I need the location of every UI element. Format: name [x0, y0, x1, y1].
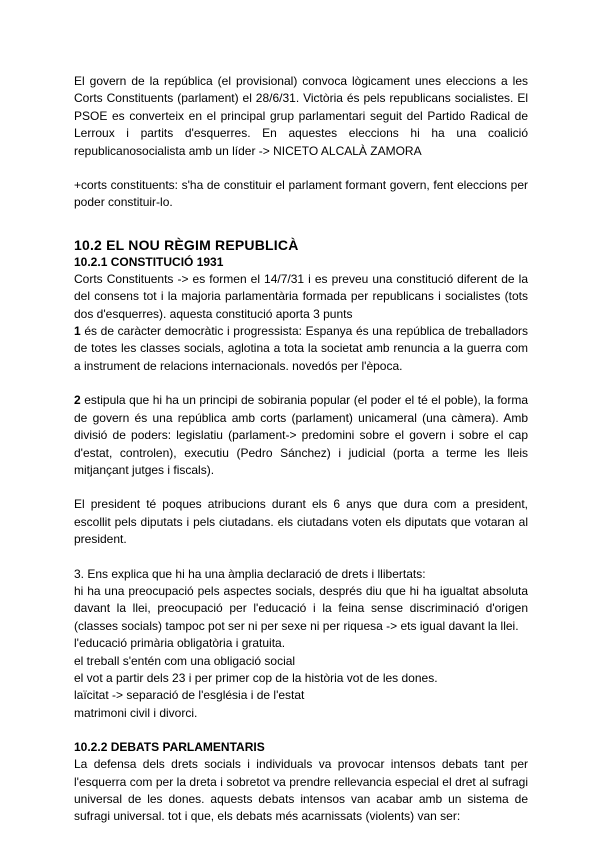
section-heading: 10.2 EL NOU RÈGIM REPUBLICÀ	[74, 236, 299, 253]
rights-list-item: el vot a partir dels 23 i per primer cop de la història vot de les dones.	[74, 670, 438, 685]
point-1-paragraph	[74, 323, 528, 375]
rights-list-item: laïcitat -> separació de l'església i de l'estat	[74, 688, 305, 703]
point-1-number: 1	[74, 324, 81, 339]
point-3-social-paragraph: hi ha una preocupació pels aspectes socials, després diu que hi ha igualtat absoluta davant la llei, preocupació per l'educació i la feina sense discriminació d'origen (classes socials) tampoc pot ser ni per sexe ni per riquesa -> ets igual davant la llei.	[74, 583, 528, 633]
debats-paragraph: La defensa dels drets socials i individuals va provocar intensos debats tant per l'esquerra com per la dreta i sobretot va prendre rellevancia especial el dret al sufragi universal de les dones. aquests debats intensos van acabar amb un sistema de sufragi universal. tot i que, els debats més acarnissats (violents) van ser:	[74, 757, 528, 824]
point-2-text: estipula que hi ha un principi de sobirania popular (el poder el té el poble), la forma de govern és una república amb corts (parlament) unicameral (una càmera). Amb divisió de poders: legislatiu (parlament-> predomini sobre el govern i sobre el cap d'estat, controlen), executiu (Pedro Sánchez) i judicial (porta a terme les lleis mitjançant jutges i fiscals).	[74, 393, 528, 477]
document-body	[74, 73, 528, 826]
constitucio-intro-paragraph: Corts Constituents -> es formen el 14/7/31 i es preveu una constitució diferent de la del consens tot i la majoria parlamentària formada per republicans i socialistes (tots dos d'esquerres). aquesta constitució aporta 3 punts	[74, 271, 528, 321]
point-3-heading: 3. Ens explica que hi ha una àmplia declaració de drets i llibertats:	[74, 566, 426, 581]
point-2-paragraph	[74, 392, 528, 479]
point-2-number: 2	[74, 393, 81, 408]
intro-paragraph: El govern de la república (el provisional) convoca lògicament unes eleccions a les Corts Constituents (parlament) el 28/6/31. Victòria és pels republicans socialistes. El PSOE es converteix en el principal grup parlamentari seguit del Partido Radical de Lerroux i partits d'esquerres. En aquestes eleccions hi ha una coalició republicanosocialista amb un líder -> NICETO ALCALÀ ZAMORA	[74, 74, 528, 158]
point-1-text: és de caràcter democràtic i progressista: Espanya és una república de treballadors de totes les classes socials, aglotina a tota la societat amb renuncia a la guerra com a instrument de relacions internacionals. novedós per l'època.	[74, 324, 528, 373]
rights-list-item: l'educació primària obligatòria i gratuita.	[74, 636, 286, 651]
president-paragraph: El president té poques atribucions durant els 6 anys que dura com a president, escollit pels diputats i pels ciutadans. els ciutadans voten els diputats que votaran al president.	[74, 497, 528, 547]
rights-list-item: matrimoni civil i divorci.	[74, 705, 198, 720]
subsection-heading-constitucio: 10.2.1 CONSTITUCIÓ 1931	[74, 254, 224, 269]
rights-list-item: el treball s'entén com una obligació social	[74, 653, 296, 668]
subsection-heading-debats: 10.2.2 DEBATS PARLAMENTARIS	[74, 740, 265, 755]
corts-note-paragraph: +corts constituents: s'ha de constituir el parlament formant govern, fent eleccions per poder constituir-lo.	[74, 178, 528, 210]
